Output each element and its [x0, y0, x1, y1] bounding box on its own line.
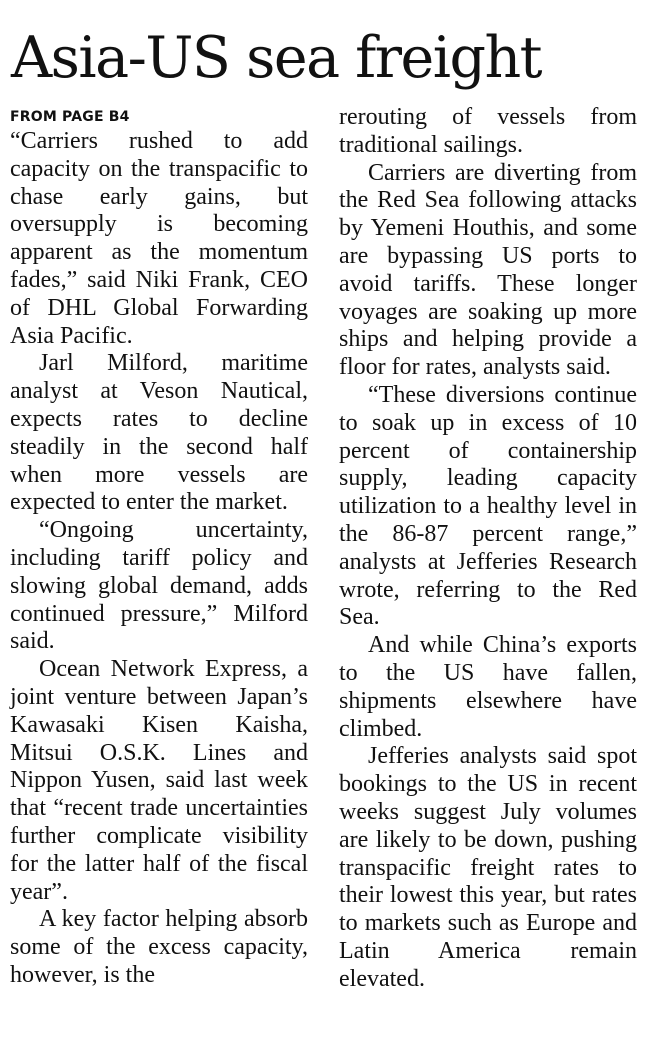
- paragraph: “These diversions continue to soak up in excess of 10 percent of containership supply, leading capacity utilization to a healthy level in the 86-87 percent range,” analysts at Jefferies Research wrote, referring to the Red Sea.: [339, 381, 637, 631]
- paragraph: “Carriers rushed to add capacity on the transpacific to chase early gains, but oversupply is becoming apparent as the momentum fades,” said Niki Frank, CEO of DHL Global Forwarding Asia Pacific.: [10, 128, 308, 349]
- headline: Asia-US sea freight: [11, 25, 542, 91]
- paragraph: Jarl Milford, maritime analyst at Veson Nautical, expects rates to decline steadily in the second half when more vessels are expected to enter the market.: [10, 350, 308, 516]
- paragraph: And while China’s exports to the US have fallen, shipments elsewhere have climbed.: [339, 632, 637, 742]
- paragraph: A key factor helping absorb some of the excess capacity, however, is the: [10, 906, 308, 988]
- paragraph: “Ongoing uncertainty, including tariff policy and slowing global demand, adds continued pressure,” Milford said.: [10, 517, 308, 655]
- paragraph: Carriers are diverting from the Red Sea following attacks by Yemeni Houthis, and some are bypassing US ports to avoid tariffs. These longer voyages are soaking up more ships and helping provide a floor for rates, analysts said.: [339, 159, 637, 381]
- article-column-left: [10, 104, 308, 990]
- paragraph: Ocean Network Express, a joint venture between Japan’s Kawasaki Kisen Kaisha, Mitsui O.S.K. Lines and Nippon Yusen, said last week that “recent trade uncertainties further complicate visibility for the latter half of the fiscal year”.: [10, 656, 308, 905]
- paragraph: Jefferies analysts said spot bookings to the US in recent weeks suggest July volumes are likely to be down, pushing transpacific freight rates to their lowest this year, but rates to markets such as Europe and Latin America remain elevated.: [339, 743, 637, 992]
- paragraph: rerouting of vessels from traditional sailings.: [339, 104, 637, 158]
- jump-line: FROM PAGE B4: [10, 109, 130, 125]
- article-column-right: [339, 104, 637, 994]
